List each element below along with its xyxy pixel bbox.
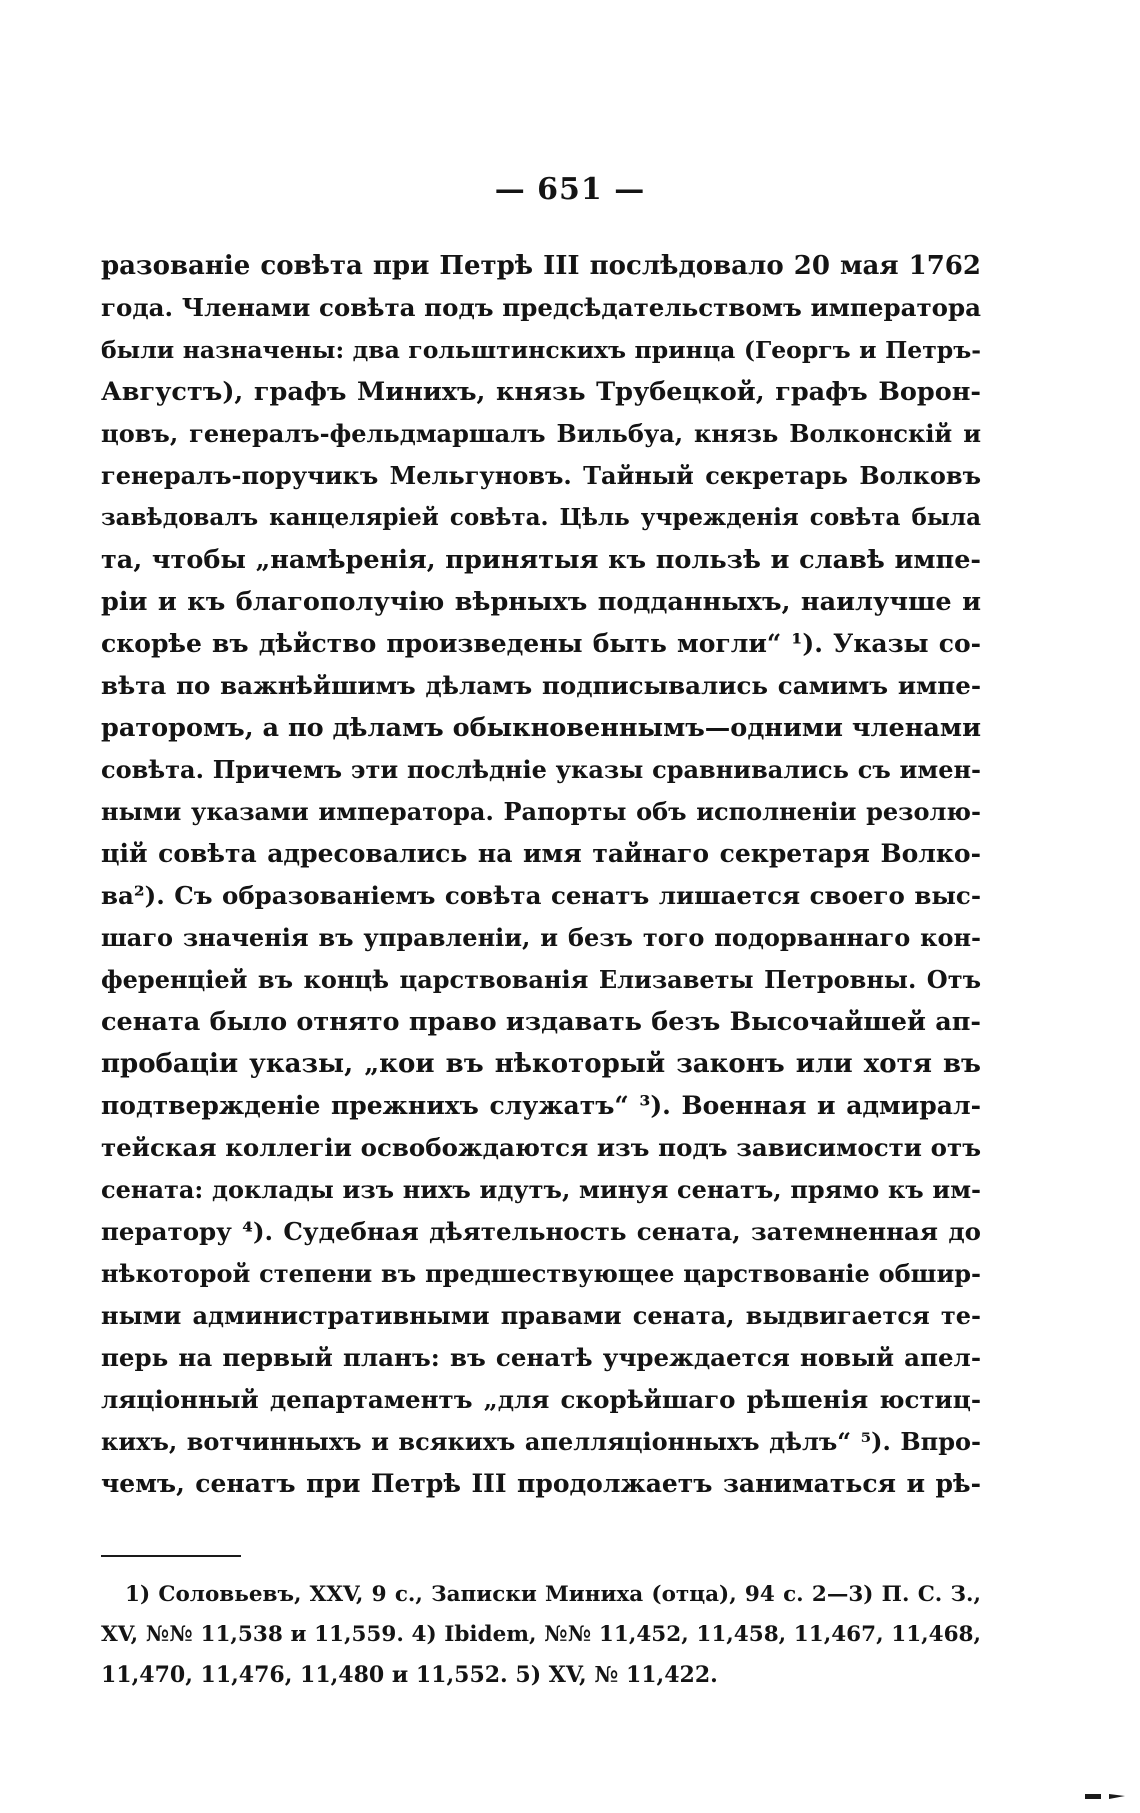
text-line: нѣкоторой степени въ предшествующее царствованіе обшир- — [101, 1259, 981, 1288]
text-line: та, чтобы „намѣренія, принятыя къ пользѣ и славѣ импе- — [101, 545, 981, 575]
printer-mark-icon — [1085, 1791, 1125, 1801]
text-line: шаго значенія въ управленіи, и безъ того подорваннаго кон- — [101, 923, 981, 952]
text-line: тейская коллегіи освобождаются изъ подъ зависимости отъ — [101, 1133, 981, 1162]
page-number: — 651 — — [494, 172, 646, 207]
text-line: совѣта. Причемъ эти послѣдніе указы сравнивались съ имен- — [101, 755, 981, 784]
text-line: завѣдовалъ канцеляріей совѣта. Цѣль учрежденія совѣта была — [101, 504, 981, 531]
text-line: раторомъ, а по дѣламъ обыкновеннымъ—одними членами — [101, 713, 981, 743]
text-line: ляціонный департаментъ „для скорѣйшаго рѣшенія юстиц- — [101, 1385, 981, 1414]
text-line: перь на первый планъ: въ сенатѣ учреждается новый апел- — [101, 1343, 981, 1372]
text-line: ференціей въ концѣ царствованія Елизаветы Петровны. Отъ — [101, 965, 981, 994]
text-line: разованіе совѣта при Петрѣ III послѣдовало 20 мая 1762 — [101, 251, 981, 281]
footnote-line: XV, №№ 11,538 и 11,559. 4) Ibidem, №№ 11,452, 11,458, 11,467, 11,468, — [101, 1622, 981, 1647]
text-line: ными административными правами сената, выдвигается те- — [101, 1301, 981, 1330]
text-line: скорѣе въ дѣйство произведены быть могли“ ¹). Указы со- — [101, 629, 981, 658]
text-line: года. Членами совѣта подъ предсѣдательствомъ императора — [101, 293, 981, 322]
text-line: Августъ), графъ Минихъ, князь Трубецкой, графъ Ворон- — [101, 377, 981, 407]
main-text — [101, 245, 981, 1505]
text-line: цовъ, генералъ-фельдмаршалъ Вильбуа, князь Волконскій и — [101, 419, 981, 448]
text-line: были назначены: два гольштинскихъ принца (Георгъ и Петръ- — [101, 336, 981, 364]
text-line: вѣта по важнѣйшимъ дѣламъ подписывались самимъ импе- — [101, 671, 981, 700]
text-line: цій совѣта адресовались на имя тайнаго секретаря Волко- — [101, 839, 981, 868]
text-line: пробаціи указы, „кои въ нѣкоторый законъ или хотя въ — [101, 1049, 981, 1079]
footnote-line: 11,470, 11,476, 11,480 и 11,552. 5) XV, № 11,422. — [101, 1662, 718, 1688]
text-line: ва²). Съ образованіемъ совѣта сенатъ лишается своего выс- — [101, 881, 981, 910]
text-line: ріи и къ благополучію вѣрныхъ подданныхъ, наилучше и — [101, 587, 981, 617]
text-line: сената было отнято право издавать безъ Высочайшей ап- — [101, 1007, 981, 1037]
text-line: сената: доклады изъ нихъ идутъ, минуя сенатъ, прямо къ им- — [101, 1175, 981, 1204]
text-line: подтвержденіе прежнихъ служатъ“ ³). Военная и адмирал- — [101, 1091, 981, 1120]
footnote-rule — [101, 1555, 241, 1557]
text-line: ными указами императора. Рапорты объ исполненіи резолю- — [101, 797, 981, 826]
footnote-line: 1) Соловьевъ, XXV, 9 с., Записки Миниха (отца), 94 с. 2—3) П. С. З., — [125, 1582, 981, 1607]
footnotes — [101, 1575, 981, 1695]
text-line: генералъ-поручикъ Мельгуновъ. Тайный секретарь Волковъ — [101, 461, 981, 490]
text-line: чемъ, сенатъ при Петрѣ III продолжаетъ заниматься и рѣ- — [101, 1469, 981, 1498]
text-line: ператору ⁴). Судебная дѣятельность сената, затемненная до — [101, 1217, 981, 1246]
text-line: кихъ, вотчинныхъ и всякихъ апелляціонныхъ дѣлъ“ ⁵). Впро- — [101, 1427, 981, 1456]
